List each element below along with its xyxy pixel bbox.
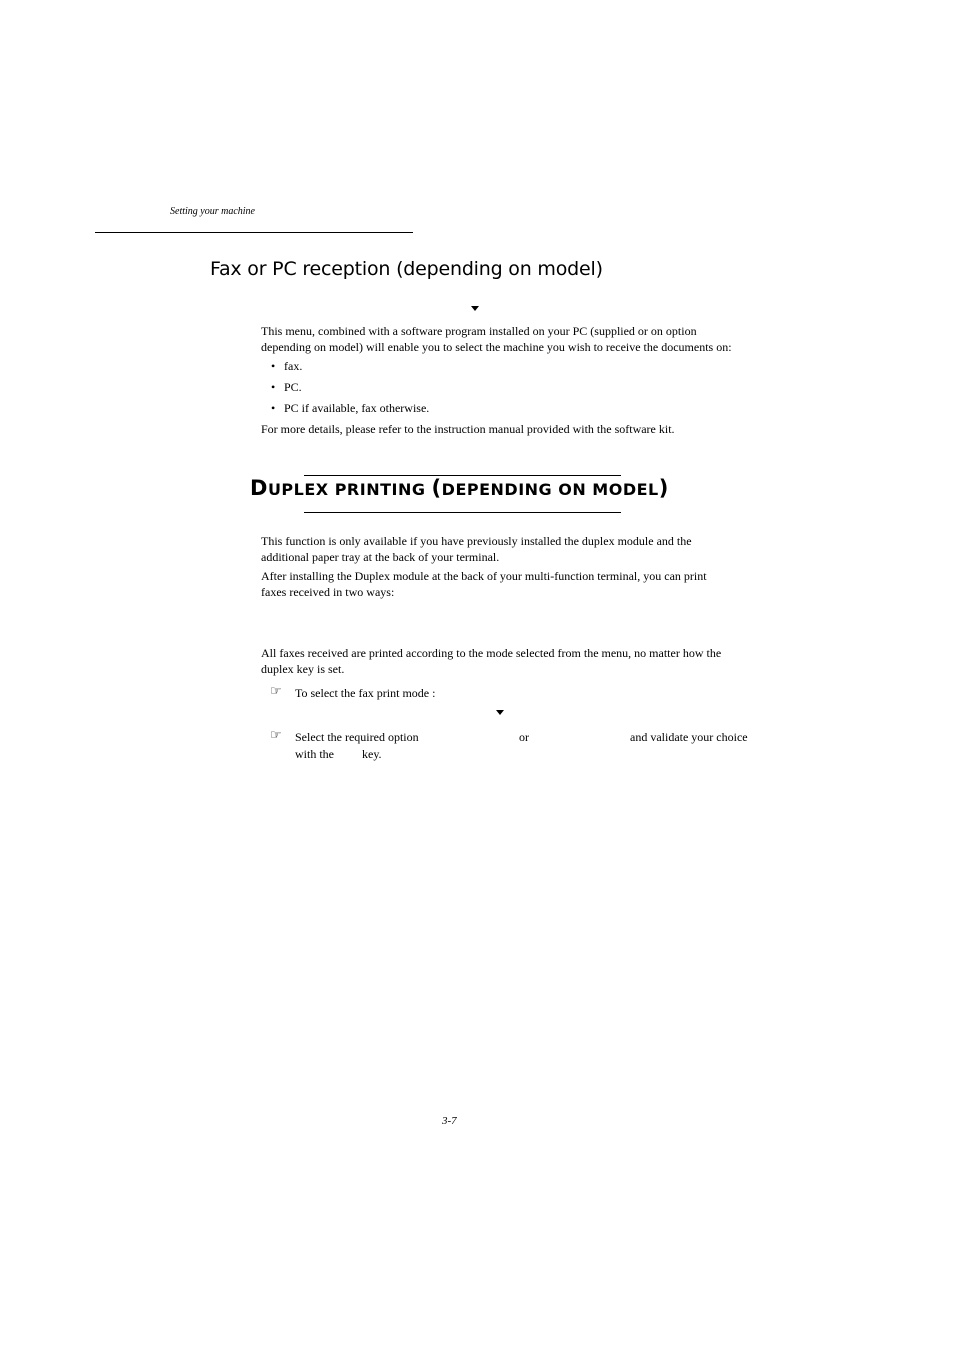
- duplex-para3-line2: duplex key is set.: [261, 662, 345, 676]
- page-number: 3-7: [442, 1115, 457, 1127]
- step-validate: and validate your choice: [630, 730, 748, 744]
- header-rule: [95, 232, 413, 233]
- pointing-hand-icon: ☞: [270, 728, 282, 743]
- bullet-icon: •: [271, 380, 276, 394]
- step-or: or: [519, 730, 529, 744]
- menu-arrow-down-icon: [471, 306, 479, 311]
- step-key: key.: [362, 747, 382, 761]
- pointing-hand-icon: ☞: [270, 684, 282, 699]
- running-header: Setting your machine: [170, 206, 255, 217]
- duplex-para2-line1: After installing the Duplex module at the back of your multi-function terminal, you can print: [261, 569, 707, 583]
- duplex-para2-line2: faxes received in two ways:: [261, 585, 395, 599]
- bullet-item-fax: fax.: [284, 359, 303, 373]
- intro-line-1: This menu, combined with a software program installed on your PC (supplied or on option: [261, 324, 697, 338]
- bullet-icon: •: [271, 359, 276, 373]
- bullet-item-pc: PC.: [284, 380, 302, 394]
- step-with-the: with the: [295, 747, 334, 761]
- section-title-duplex: DUPLEX PRINTING (DEPENDING ON MODEL): [250, 476, 669, 500]
- duplex-para1-line2: additional paper tray at the back of your terminal.: [261, 550, 500, 564]
- title-rule-bottom: [304, 512, 621, 513]
- section-title-fax-pc: Fax or PC reception (depending on model): [210, 258, 603, 280]
- menu-arrow-down-icon: [496, 710, 504, 715]
- intro-line-2: depending on model) will enable you to select the machine you wish to receive the documents on:: [261, 340, 732, 354]
- duplex-para3-line1: All faxes received are printed according to the mode selected from the menu, no matter how the: [261, 646, 722, 660]
- bullet-item-pc-or-fax: PC if available, fax otherwise.: [284, 401, 430, 415]
- step-select-mode: To select the fax print mode :: [295, 686, 436, 700]
- details-paragraph: For more details, please refer to the instruction manual provided with the software kit.: [261, 422, 675, 436]
- duplex-para1-line1: This function is only available if you have previously installed the duplex module and the: [261, 534, 692, 548]
- step-select-option: Select the required option: [295, 730, 419, 744]
- bullet-icon: •: [271, 401, 276, 415]
